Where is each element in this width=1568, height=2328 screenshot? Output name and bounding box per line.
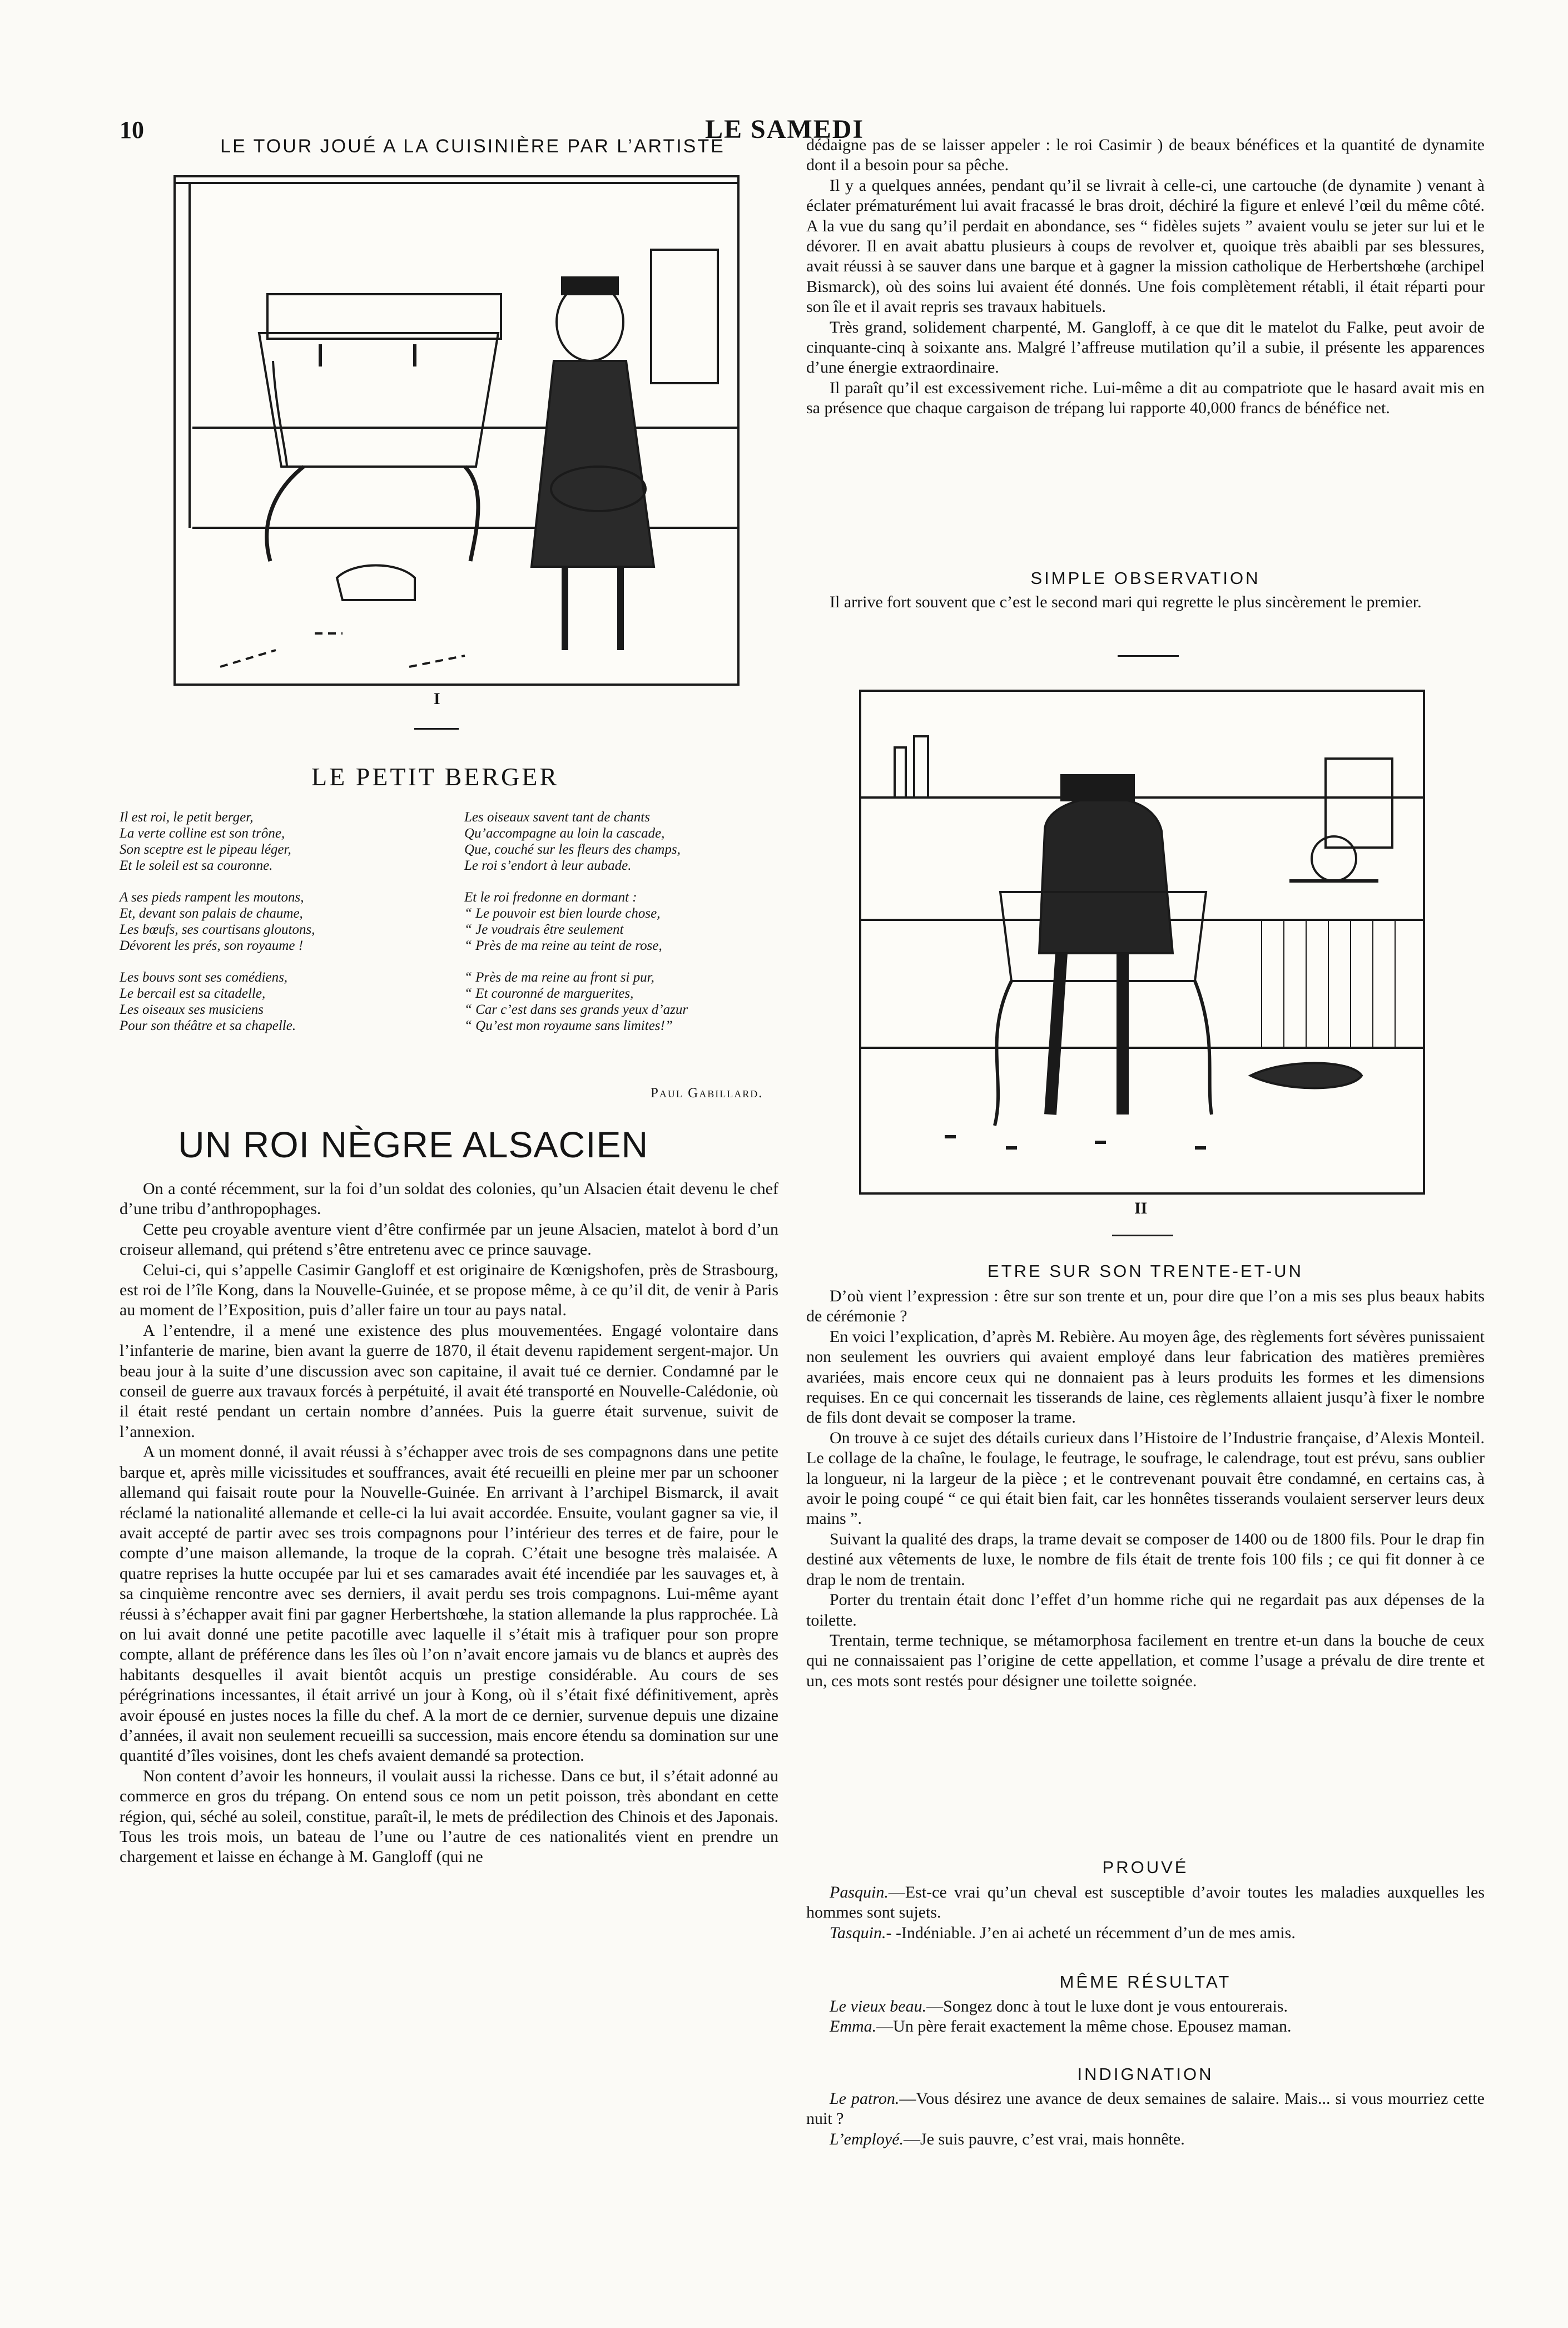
divider xyxy=(414,728,459,730)
section-paragraph: Trentain, terme technique, se métamorphosa facilement en trentre et-un dans la bouche de ceux qui ne connaissaient pas l’origine de cette appellation, et comme l’usage a prévalu de dire trente et un, ces mots sont restés pour désigner une toilette soignée. xyxy=(806,1631,1485,1690)
poem-stanza xyxy=(120,889,448,954)
section-paragraph: Porter du trentain était donc l’effet d’un homme riche qui ne regardait pas aux dépenses de la toilette. xyxy=(806,1591,1485,1629)
dialog-text: —Vous désirez une avance de deux semaines de salaire. Mais... si vous mourriez cette nuit ? xyxy=(806,2089,1485,2128)
poem-stanza xyxy=(464,809,776,874)
article-paragraph: dédaigne pas de se laisser appeler : le roi Casimir ) de beaux bénéfices et la quantité de dynamite dont il a besoin pour sa pêche. xyxy=(806,136,1485,175)
section-title-prouve: PROUVÉ xyxy=(1102,1858,1189,1877)
section-title-indignation: INDIGNATION xyxy=(1077,2064,1214,2084)
speaker: Emma. xyxy=(830,2017,877,2036)
section-paragraph: Suivant la qualité des draps, la trame devait se composer de 1400 ou de 1800 fils. Pour le drap fin destiné aux vêtements de luxe, le nombre de fils était de trente fois 100 fils ; ce qui fit donner à ce drap le nom de trentain. xyxy=(806,1529,1485,1589)
figure1-label: I xyxy=(434,690,440,708)
speaker: Pasquin. xyxy=(830,1883,889,1901)
simple-observation-block xyxy=(806,592,1485,612)
divider xyxy=(1118,655,1179,657)
poem-line: “ Qu’est mon royaume sans limites!” xyxy=(464,1018,673,1033)
poem-line: “ Je voudrais être seulement xyxy=(464,922,624,937)
poem-line: Pour son théâtre et sa chapelle. xyxy=(120,1018,296,1033)
poem-author: Paul Gabillard. xyxy=(651,1086,763,1101)
poem-stanza xyxy=(464,969,776,1034)
dialog-text: —Je suis pauvre, c’est vrai, mais honnête. xyxy=(904,2129,1185,2148)
article-paragraph: Celui-ci, qui s’appelle Casimir Gangloff et est originaire de Kœnigshofen, près de Strasbourg, est roi de l’île Kong, dans la Nouvelle-Guinée, et se propose même, à ce qu’il dit, de venir à Paris au moment de l’Exposition, puis d’aller faire un tour au pays natal. xyxy=(120,1260,778,1320)
poem-line: La verte colline est son trône, xyxy=(120,826,285,841)
illustration-drawing xyxy=(861,692,1423,1192)
journal-title: LE SAMEDI xyxy=(705,115,865,144)
illustration-artist-at-sink xyxy=(859,690,1425,1195)
section-paragraph: On trouve à ce sujet des détails curieux dans l’Histoire de l’Industrie française, d’Alexis Monteil. Le collage de la chaîne, le foulage, le feutrage, le soufrage, le calendrage, tout est prévu, sans oublier la longueur, ni la largeur de la pièce ; et le contrevenant pouvait être condamné, en certains cas, à avoir le poing coupé “ ce qui était bien fait, car les honnêtes tisserands voulaient serserver leurs deux mains ”. xyxy=(806,1428,1485,1528)
prouve-block xyxy=(806,1883,1485,1943)
poem-stanza xyxy=(464,889,776,954)
dialog-text: - -Indéniable. J’en ai acheté un récemment d’un de mes amis. xyxy=(886,1923,1296,1942)
article-paragraph: A un moment donné, il avait réussi à s’échapper avec trois de ses compagnons dans une petite barque et, après mille vicissitudes et souffrances, avait été recueilli en pleine mer par un schooner allemand qui faisait route pour la Nouvelle-Guinée. En arrivant à l’archipel Bismarck, il avait réclamé la nationalité allemande et celle-ci la lui avait accordée. Ensuite, voulant gagner sa vie, il avait accepté de partir avec ses trois compagnons pour l’intérieur des terres et de faire, pour le compte d’une maison allemande, la troque de la coprah. C’était une besogne très malaisée. A quatre reprises la hutte occupée par lui et ses camarades avait été incendiée par les sauvages et, à sa cinquième rencontre avec ses derniers, il avait perdu ses trois compagnons. Lui-même ayant réussi à s’échapper avait fini par gagner Herbertshœhe, la station allemande la plus rapprochée. Là on lui avait donné une petite pacotille avec laquelle il s’était mis à trafiquer pour son propre compte, allant de préférence dans les îles où l’on n’avait encore jamais vu de blancs et auprès des habitants desquelles il avait bientôt acquis un prestige considérable. Au cours de ses pérégrinations incessantes, il était arrivé un jour à Kong, où il s’était fixé définitivement, après avoir épousé en justes noces la fille du chef. A la mort de ce dernier, survenue depuis une dizaine d’années, il avait non seulement recueilli sa succession, mais encore étendu sa domination sur une quantité d’îles voisines, dont les chefs avaient demandé sa protection. xyxy=(120,1443,778,1765)
dialog-line xyxy=(806,2089,1485,2129)
simple-observation-text: Il arrive fort souvent que c’est le second mari qui regrette le plus sincèrement le premier. xyxy=(830,593,1422,611)
article-right-column xyxy=(806,135,1485,419)
article-paragraph: A l’entendre, il a mené une existence des plus mouvementées. Engagé volontaire dans l’infanterie de marine, bien avant la guerre de 1870, il était devenu rapidement sergent-major. Un beau jour à la suite d’une discussion avec son capitaine, il avait tué ce dernier. Condamné par le conseil de guerre aux travaux forcés à perpétuité, il avait été transporté en Nouvelle-Calédonie, où il était resté pendant un certain nombre d’années. Puis la guerre était survenue, suivit de l’annexion. xyxy=(120,1321,778,1441)
poem-line: “ Près de ma reine au teint de rose, xyxy=(464,938,662,953)
article-paragraph: Il paraît qu’il est excessivement riche. Lui-même a dit au compatriote que le hasard avait mis en sa présence que chaque cargaison de trépang lui rapporte 40,000 francs de bénéfice net. xyxy=(806,378,1485,418)
dialog-line xyxy=(806,1997,1485,2017)
poem-line: Que, couché sur les fleurs des champs, xyxy=(464,842,681,857)
poem-line: Le roi s’endort à leur aubade. xyxy=(464,858,632,873)
speaker: Le patron. xyxy=(830,2089,900,2108)
section-title-trente-et-un: ETRE SUR SON TRENTE-ET-UN xyxy=(988,1261,1303,1281)
poem-line: Il est roi, le petit berger, xyxy=(120,810,254,825)
dialog-text: —Un père ferait exactement la même chose. Epousez maman. xyxy=(876,2017,1292,2036)
poem-line: Dévorent les prés, son royaume ! xyxy=(120,938,304,953)
poem-line: Les oiseaux savent tant de chants xyxy=(464,810,650,825)
poem-line: Et, devant son palais de chaume, xyxy=(120,906,303,921)
poem-left-column xyxy=(120,809,448,1049)
section-paragraph: En voici l’explication, d’après M. Rebière. Au moyen âge, des règlements fort sévères punissaient non seulement les ouvriers qui avaient employé dans leur fabrication des matières premières avariées, mais encore ceux qui ne donnaient pas à leurs produits les formes et les dimensions requises. En ce qui concernait les tisserands de laine, ces règlements allaient jusqu’à fixer le nombre de fils dont devait se composer la trame. xyxy=(806,1327,1485,1427)
poem-line: “ Près de ma reine au front si pur, xyxy=(464,970,654,985)
article-paragraph: Il y a quelques années, pendant qu’il se livrait à celle-ci, une cartouche (de dynamite ) venant à éclater prématurément lui avait fracassé le bras droit, déchiré la figure et enlevé l’œil du même côté. A la vue du sang qu’il perdait en abondance, ses “ fidèles sujets ” avaient voulu se jeter sur lui et le dévorer. Il en avait abattu plusieurs à coups de revolver et, quoique très abaibli par ses blessures, avait réussi à se sauver dans une barque et à gagner la mission catholique de Herbertshœhe (archipel Bismarck), où des soins lui avaient été donnés. Une fois complètement rétabli, il était réparti pour son île et il avait repris ses travaux habituels. xyxy=(806,176,1485,316)
dialog-text: —Est-ce vrai qu’un cheval est susceptible d’avoir toutes les maladies auxquelles les hommes sont sujets. xyxy=(806,1883,1485,1922)
article-paragraph: Cette peu croyable aventure vient d’être confirmée par un jeune Alsacien, matelot à bord d’un croiseur allemand, qui prétend s’être entretenu avec ce prince sauvage. xyxy=(120,1220,778,1259)
page-number: 10 xyxy=(120,116,144,143)
poem-line: Et le soleil est sa couronne. xyxy=(120,858,273,873)
dialog-line xyxy=(806,2017,1485,2037)
poem-line: Les bouvs sont ses comédiens, xyxy=(120,970,288,985)
speaker: Le vieux beau. xyxy=(830,1997,927,2015)
poem-line: Son sceptre est le pipeau léger, xyxy=(120,842,291,857)
speaker: Tasquin. xyxy=(830,1923,886,1942)
figure2-label: II xyxy=(1134,1199,1148,1217)
dialog-line xyxy=(806,1923,1485,1943)
article-left-column xyxy=(120,1179,778,1868)
indignation-block xyxy=(806,2089,1485,2149)
divider xyxy=(1112,1235,1173,1236)
article-paragraph: Non content d’avoir les honneurs, il voulait aussi la richesse. Dans ce but, il s’était adonné au commerce en gros du trépang. On entend sous ce nom un petit poisson, très abondant en cette région, qui, séché au soleil, constitue, paraît-il, le mets de prédilection des Chinois et des Japonais. Tous les trois mois, un bateau de l’une ou l’autre de ces nationalités vient en prendre un chargement et laisse en échange à M. Gangloff (qui ne xyxy=(120,1766,778,1866)
poem-line: Qu’accompagne au loin la cascade, xyxy=(464,826,665,841)
illustration-cook-trick xyxy=(173,175,740,686)
article-paragraph: Très grand, solidement charpenté, M. Gangloff, à ce que dit le matelot du Falke, peut avoir de cinquante-cinq à soixante ans. Malgré l’affreuse mutilation qu’il a subie, il présente les apparences d’une énergie extraordinaire. xyxy=(806,318,1485,377)
figure-caption: LE TOUR JOUÉ A LA CUISINIÈRE PAR L’ARTISTE xyxy=(220,136,725,157)
speaker: L’employé. xyxy=(830,2129,904,2148)
poem-line: “ Le pouvoir est bien lourde chose, xyxy=(464,906,661,921)
poem-line: “ Car c’est dans ses grands yeux d’azur xyxy=(464,1002,688,1017)
poem-line: Et le roi fredonne en dormant : xyxy=(464,890,637,905)
poem-stanza xyxy=(120,809,448,874)
trente-et-un-block xyxy=(806,1286,1485,1691)
article-paragraph: On a conté récemment, sur la foi d’un soldat des colonies, qu’un Alsacien était devenu le chef d’une tribu d’anthropophages. xyxy=(120,1180,778,1219)
poem-line: Les bœufs, ses courtisans gloutons, xyxy=(120,922,315,937)
illustration-drawing xyxy=(176,177,737,683)
dialog-line xyxy=(806,2129,1485,2149)
dialog-text: —Songez donc à tout le luxe dont je vous entourerais. xyxy=(926,1997,1288,2015)
poem-line: A ses pieds rampent les moutons, xyxy=(120,890,304,905)
section-title-meme-resultat: MÊME RÉSULTAT xyxy=(1059,1972,1232,1992)
meme-resultat-block xyxy=(806,1997,1485,2037)
section-paragraph: D’où vient l’expression : être sur son trente et un, pour dire que l’on a mis ses plus beaux habits de cérémonie ? xyxy=(806,1287,1485,1326)
poem-line: Les oiseaux ses musiciens xyxy=(120,1002,264,1017)
article-title: UN ROI NÈGRE ALSACIEN xyxy=(178,1124,649,1165)
section-title-simple-observation: SIMPLE OBSERVATION xyxy=(1030,568,1261,588)
poem-stanza xyxy=(120,969,448,1034)
poem-line: “ Et couronné de marguerites, xyxy=(464,986,634,1001)
dialog-line xyxy=(806,1883,1485,1923)
poem-right-column xyxy=(464,809,776,1049)
poem-line: Le bercail est sa citadelle, xyxy=(120,986,266,1001)
poem-title: LE PETIT BERGER xyxy=(311,762,559,791)
